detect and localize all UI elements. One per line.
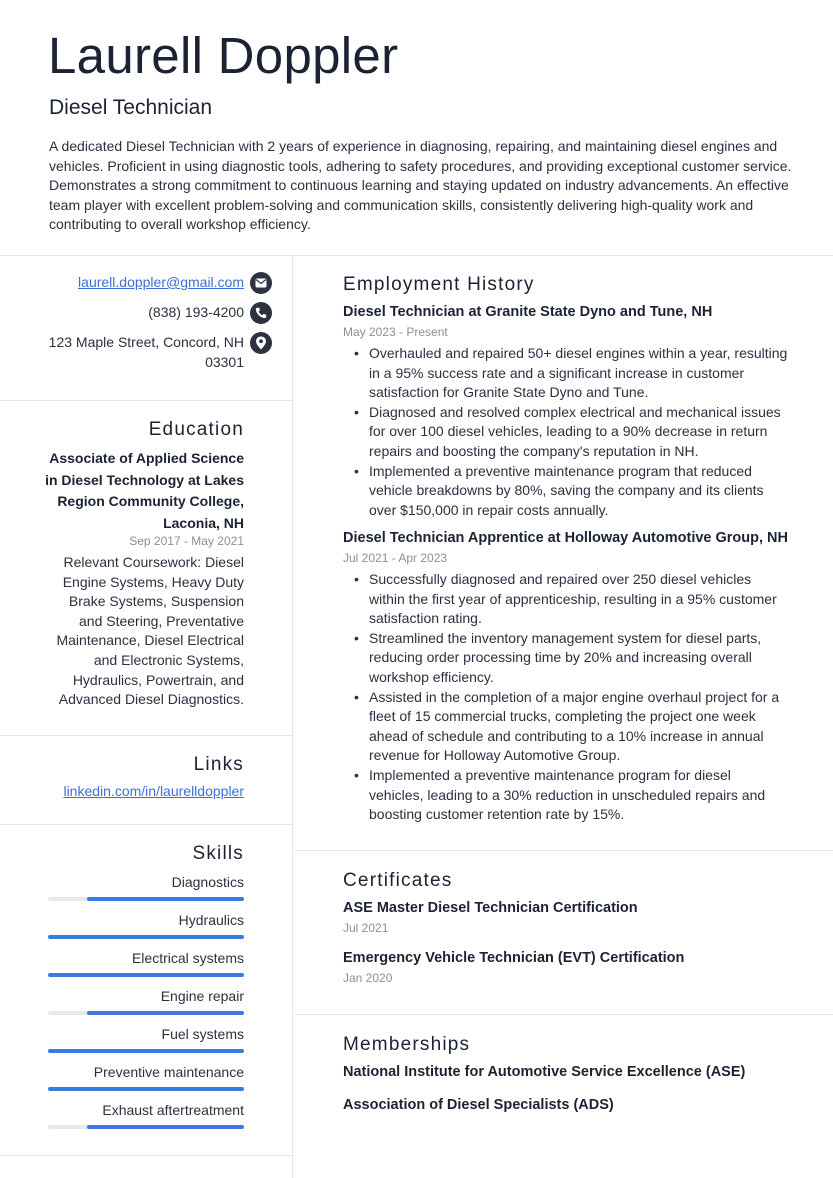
- phone-number: (838) 193-4200: [148, 304, 244, 320]
- list-item: • Diagnosed and resolved complex electrical and mechanical issues for over 100 diesel vehicles, leading to a 90% decrease in return repairs and boosting the company's reputation in NH.: [369, 403, 789, 462]
- skill-name: Preventive maintenance: [93, 1064, 244, 1080]
- skill-item: [48, 1063, 244, 1091]
- skill-level-fill: [87, 1125, 244, 1129]
- education-coursework: Relevant Coursework: Diesel Engine Systems, Heavy Duty Brake Systems, Suspension and Steering, Preventative Maintenance, Diesel Electrical and Electronic Systems, Hydraulics, Powertrain, and Advanced Diesel Diagnostics.: [56, 554, 244, 708]
- list-item: • Streamlined the inventory management system for diesel parts, reducing order processing time by 20% and increasing overall workshop efficiency.: [369, 629, 789, 688]
- list-item: • Overhauled and repaired 50+ diesel engines within a year, resulting in a 95% success rate and a significant increase in customer satisfaction for Granite State Dyno and Tune.: [369, 344, 789, 403]
- skill-item: [48, 1025, 244, 1053]
- list-item: • Implemented a preventive maintenance program that reduced vehicle breakdowns by 80%, saving the company and its clients over $150,000 in repair costs annually.: [369, 462, 789, 521]
- location-pin-icon: [250, 332, 272, 354]
- membership-item: Association of Diesel Specialists (ADS): [343, 1097, 614, 1113]
- certificates-heading: Certificates: [343, 870, 453, 891]
- skill-name: Engine repair: [160, 988, 244, 1004]
- job-1-bullets: [369, 344, 789, 520]
- main-content: [294, 256, 833, 1178]
- contact-phone-row: [148, 302, 272, 324]
- certificate-date: Jul 2021: [343, 921, 389, 935]
- certificate-name: Emergency Vehicle Technician (EVT) Certification: [343, 950, 685, 966]
- linkedin-link[interactable]: linkedin.com/in/laurelldoppler: [63, 783, 244, 799]
- skill-item: [48, 911, 244, 939]
- skill-item: [48, 873, 244, 901]
- certificate-name: ASE Master Diesel Technician Certification: [343, 900, 638, 916]
- divider: [294, 1014, 833, 1015]
- education-degree: Associate of Applied Science in Diesel Technology at Lakes Region Community College, Laconia, NH: [45, 450, 244, 531]
- envelope-icon: [250, 272, 272, 294]
- skill-name: Exhaust aftertreatment: [102, 1102, 244, 1118]
- skill-level-bar: [48, 1125, 244, 1129]
- list-item: • Assisted in the completion of a major engine overhaul project for a fleet of 15 commercial trucks, completing the project one week ahead of schedule and contributing to a 10% increase in annual revenue for Holloway Automotive Group.: [369, 688, 789, 766]
- memberships-heading: Memberships: [343, 1034, 471, 1055]
- skills-heading: Skills: [192, 843, 244, 864]
- skill-level-bar: [48, 897, 244, 901]
- divider: [0, 400, 293, 401]
- skill-item: [48, 987, 244, 1015]
- skill-name: Diagnostics: [171, 874, 244, 890]
- skill-item: [48, 1101, 244, 1129]
- job-1-dates: May 2023 - Present: [343, 325, 448, 339]
- education-heading: Education: [148, 419, 244, 440]
- skill-level-bar: [48, 1087, 244, 1091]
- certificate-date: Jan 2020: [343, 971, 393, 985]
- divider: [294, 850, 833, 851]
- phone-icon: [250, 302, 272, 324]
- professional-summary: A dedicated Diesel Technician with 2 years of experience in diagnosing, repairing, and maintaining diesel engines and vehicles. Proficient in using diagnostic tools, adhering to safety procedures, and providing exceptional customer service. Demonstrates a strong commitment to continuous learning and staying updated on industry advancements. An effective team player with excellent problem-solving and communication skills, consistently delivering high-quality work and contributing to overall workshop efficiency.: [49, 138, 792, 233]
- candidate-name: Laurell Doppler: [48, 27, 399, 84]
- skill-name: Electrical systems: [131, 950, 244, 966]
- divider: [0, 1155, 293, 1156]
- list-item: • Successfully diagnosed and repaired over 250 diesel vehicles within the first year of apprenticeship, resulting in a 95% customer satisfaction rating.: [369, 570, 789, 629]
- skill-level-fill: [87, 897, 244, 901]
- job-2-dates: Jul 2021 - Apr 2023: [343, 551, 448, 565]
- skill-level-fill: [48, 935, 244, 939]
- job-2-title: Diesel Technician Apprentice at Holloway Automotive Group, NH: [343, 530, 789, 546]
- divider: [0, 735, 293, 736]
- skill-level-fill: [48, 1087, 244, 1091]
- contact-email-row: [78, 272, 272, 294]
- education-dates: Sep 2017 - May 2021: [129, 534, 244, 548]
- skill-level-bar: [48, 1049, 244, 1053]
- address: 123 Maple Street, Concord, NH 03301: [48, 334, 244, 370]
- skill-level-bar: [48, 1011, 244, 1015]
- skill-level-fill: [48, 973, 244, 977]
- skill-name: Fuel systems: [161, 1026, 244, 1042]
- job-2-bullets: [369, 570, 789, 825]
- membership-item: National Institute for Automotive Service Excellence (ASE): [343, 1064, 746, 1080]
- contact-address-row: [44, 332, 272, 372]
- skill-level-bar: [48, 973, 244, 977]
- divider: [0, 824, 293, 825]
- skill-level-bar: [48, 935, 244, 939]
- job-title: Diesel Technician: [49, 96, 213, 119]
- linkedin-link-row: [63, 783, 244, 799]
- list-item: • Implemented a preventive maintenance program for diesel vehicles, leading to a 30% reduction in unscheduled repairs and boosting customer retention rate by 15%.: [369, 766, 789, 825]
- links-heading: Links: [193, 754, 244, 775]
- sidebar: [0, 256, 293, 1178]
- skill-level-fill: [87, 1011, 244, 1015]
- email-link[interactable]: laurell.doppler@gmail.com: [78, 274, 244, 290]
- skill-name: Hydraulics: [178, 912, 244, 928]
- resume-header: [0, 0, 833, 256]
- job-1-title: Diesel Technician at Granite State Dyno and Tune, NH: [343, 304, 713, 320]
- skill-level-fill: [48, 1049, 244, 1053]
- skill-item: [48, 949, 244, 977]
- employment-heading: Employment History: [343, 274, 535, 295]
